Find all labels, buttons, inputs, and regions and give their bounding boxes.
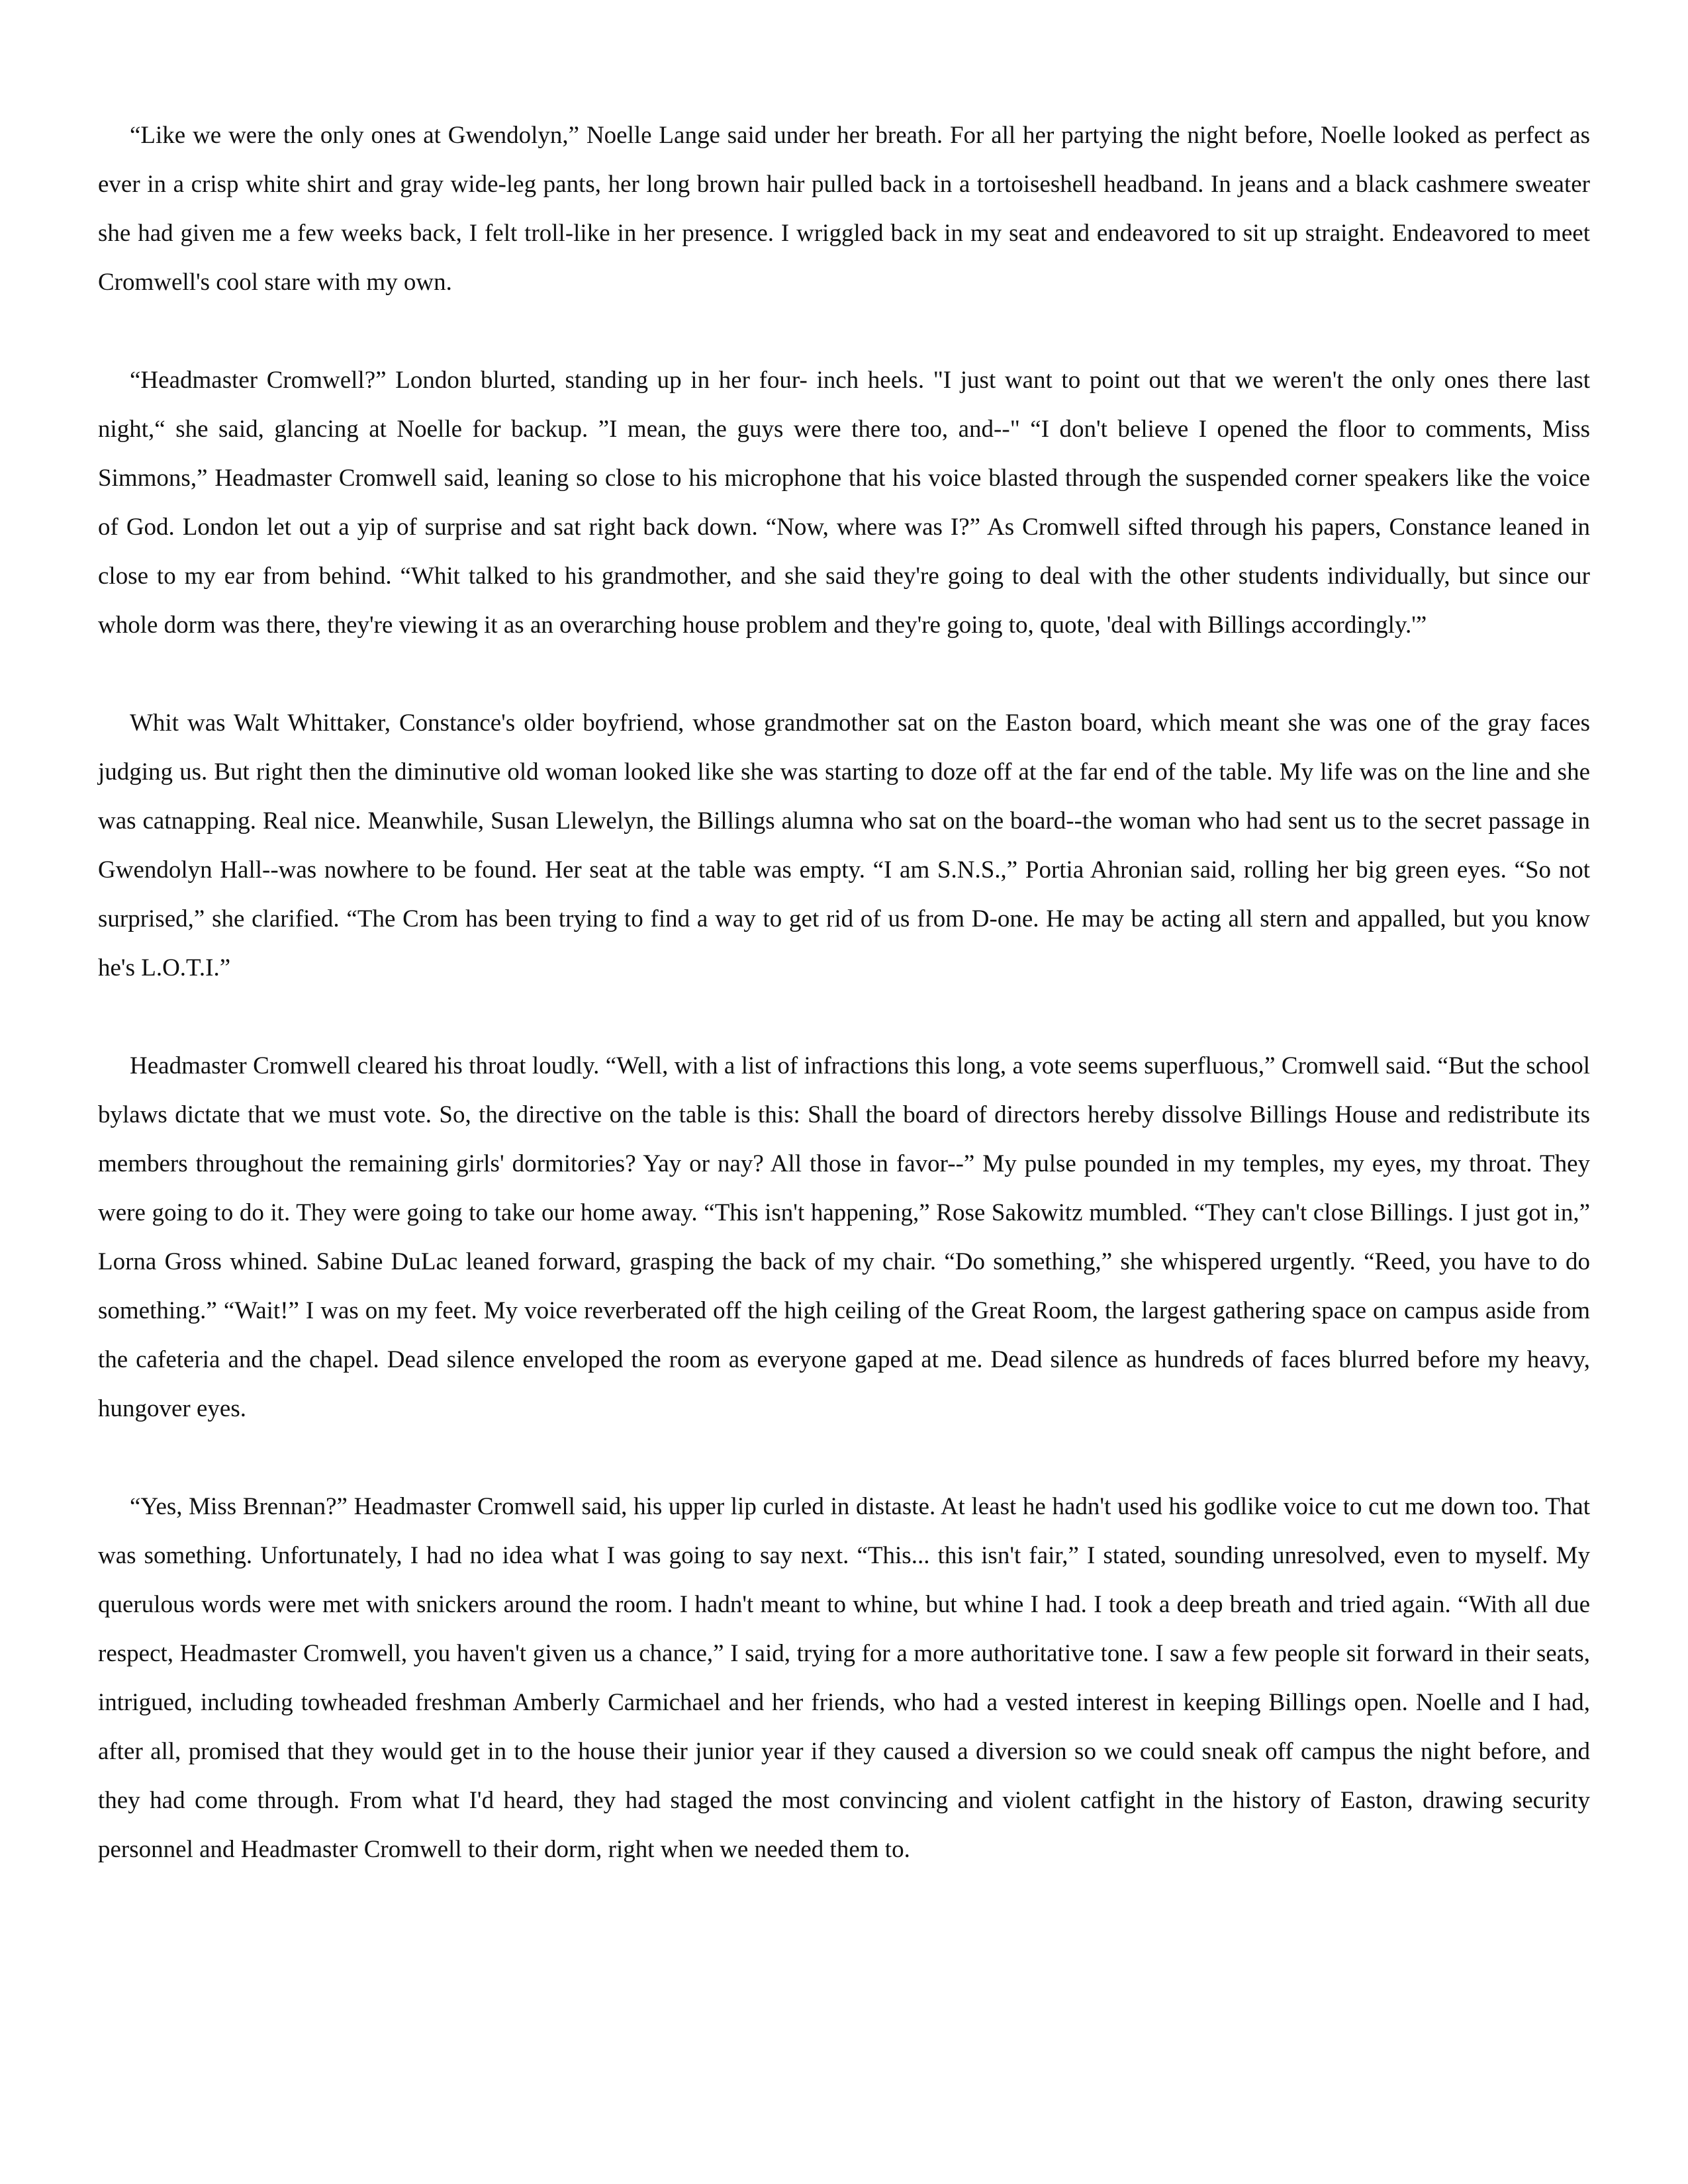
paragraph-4: Headmaster Cromwell cleared his throat loudly. “Well, with a list of infractions this long, a vote seems superfluous,” Cromwell said. “But the school bylaws dictate that we must vote. So, the directive on the table is this: Shall the board of directors hereby dissolve Billings House and redistribute its members throughout the remaining girls' dormitories? Yay or nay? All those in favor--” My pulse pounded in my temples, my eyes, my throat. They were going to do it. They were going to take our home away. “This isn't happening,” Rose Sakowitz mumbled. “They can't close Billings. I just got in,” Lorna Gross whined. Sabine DuLac leaned forward, grasping the back of my chair. “Do something,” she whispered urgently. “Reed, you have to do something.” “Wait!” I was on my feet. My voice reverberated off the high ceiling of the Great Room, the largest gathering space on campus aside from the cafeteria and the chapel. Dead silence enveloped the room as everyone gaped at me. Dead silence as hundreds of faces blurred before my heavy, hungover eyes. bbox=[98, 1052, 1590, 1422]
paragraph-2: “Headmaster Cromwell?” London blurted, standing up in her four- inch heels. "I just want to point out that we weren't the only ones there last night,“ she said, glancing at Noelle for backup. ”I mean, the guys were there too, and--" “I don't believe I opened the floor to comments, Miss Simmons,” Headmaster Cromwell said, leaning so close to his microphone that his voice blasted through the suspended corner speakers like the voice of God. London let out a yip of surprise and sat right back down. “Now, where was I?” As Cromwell sifted through his papers, Constance leaned in close to my ear from behind. “Whit talked to his grandmother, and she said they're going to deal with the other students individually, but since our whole dorm was there, they're viewing it as an overarching house problem and they're going to, quote, 'deal with Billings accordingly.'” bbox=[98, 367, 1590, 639]
paragraph-5: “Yes, Miss Brennan?” Headmaster Cromwell said, his upper lip curled in distaste. At least he hadn't used his godlike voice to cut me down too. That was something. Unfortunately, I had no idea what I was going to say next. “This... this isn't fair,” I stated, sounding unresolved, even to myself. My querulous words were met with snickers around the room. I hadn't meant to whine, but whine I had. I took a deep breath and tried again. “With all due respect, Headmaster Cromwell, you haven't given us a chance,” I said, trying for a more authoritative tone. I saw a few people sit forward in their seats, intrigued, including towheaded freshman Amberly Carmichael and her friends, who had a vested interest in keeping Billings open. Noelle and I had, after all, promised that they would get in to the house their junior year if they caused a diversion so we could sneak off campus the night before, and they had come through. From what I'd heard, they had staged the most convincing and violent catfight in the history of Easton, drawing security personnel and Headmaster Cromwell to their dorm, right when we needed them to. bbox=[98, 1493, 1590, 1863]
document-page bbox=[98, 111, 1590, 1874]
paragraph-3: Whit was Walt Whittaker, Constance's older boyfriend, whose grandmother sat on the Easton board, which meant she was one of the gray faces judging us. But right then the diminutive old woman looked like she was starting to doze off at the far end of the table. My life was on the line and she was catnapping. Real nice. Meanwhile, Susan Llewelyn, the Billings alumna who sat on the board--the woman who had sent us to the secret passage in Gwendolyn Hall--was nowhere to be found. Her seat at the table was empty. “I am S.N.S.,” Portia Ahronian said, rolling her big green eyes. “So not surprised,” she clarified. “The Crom has been trying to find a way to get rid of us from D-one. He may be acting all stern and appalled, but you know he's L.O.T.I.” bbox=[98, 709, 1590, 981]
paragraph-1: “Like we were the only ones at Gwendolyn,” Noelle Lange said under her breath. For all her partying the night before, Noelle looked as perfect as ever in a crisp white shirt and gray wide-leg pants, her long brown hair pulled back in a tortoiseshell headband. In jeans and a black cashmere sweater she had given me a few weeks back, I felt troll-like in her presence. I wriggled back in my seat and endeavored to sit up straight. Endeavored to meet Cromwell's cool stare with my own. bbox=[98, 122, 1590, 296]
